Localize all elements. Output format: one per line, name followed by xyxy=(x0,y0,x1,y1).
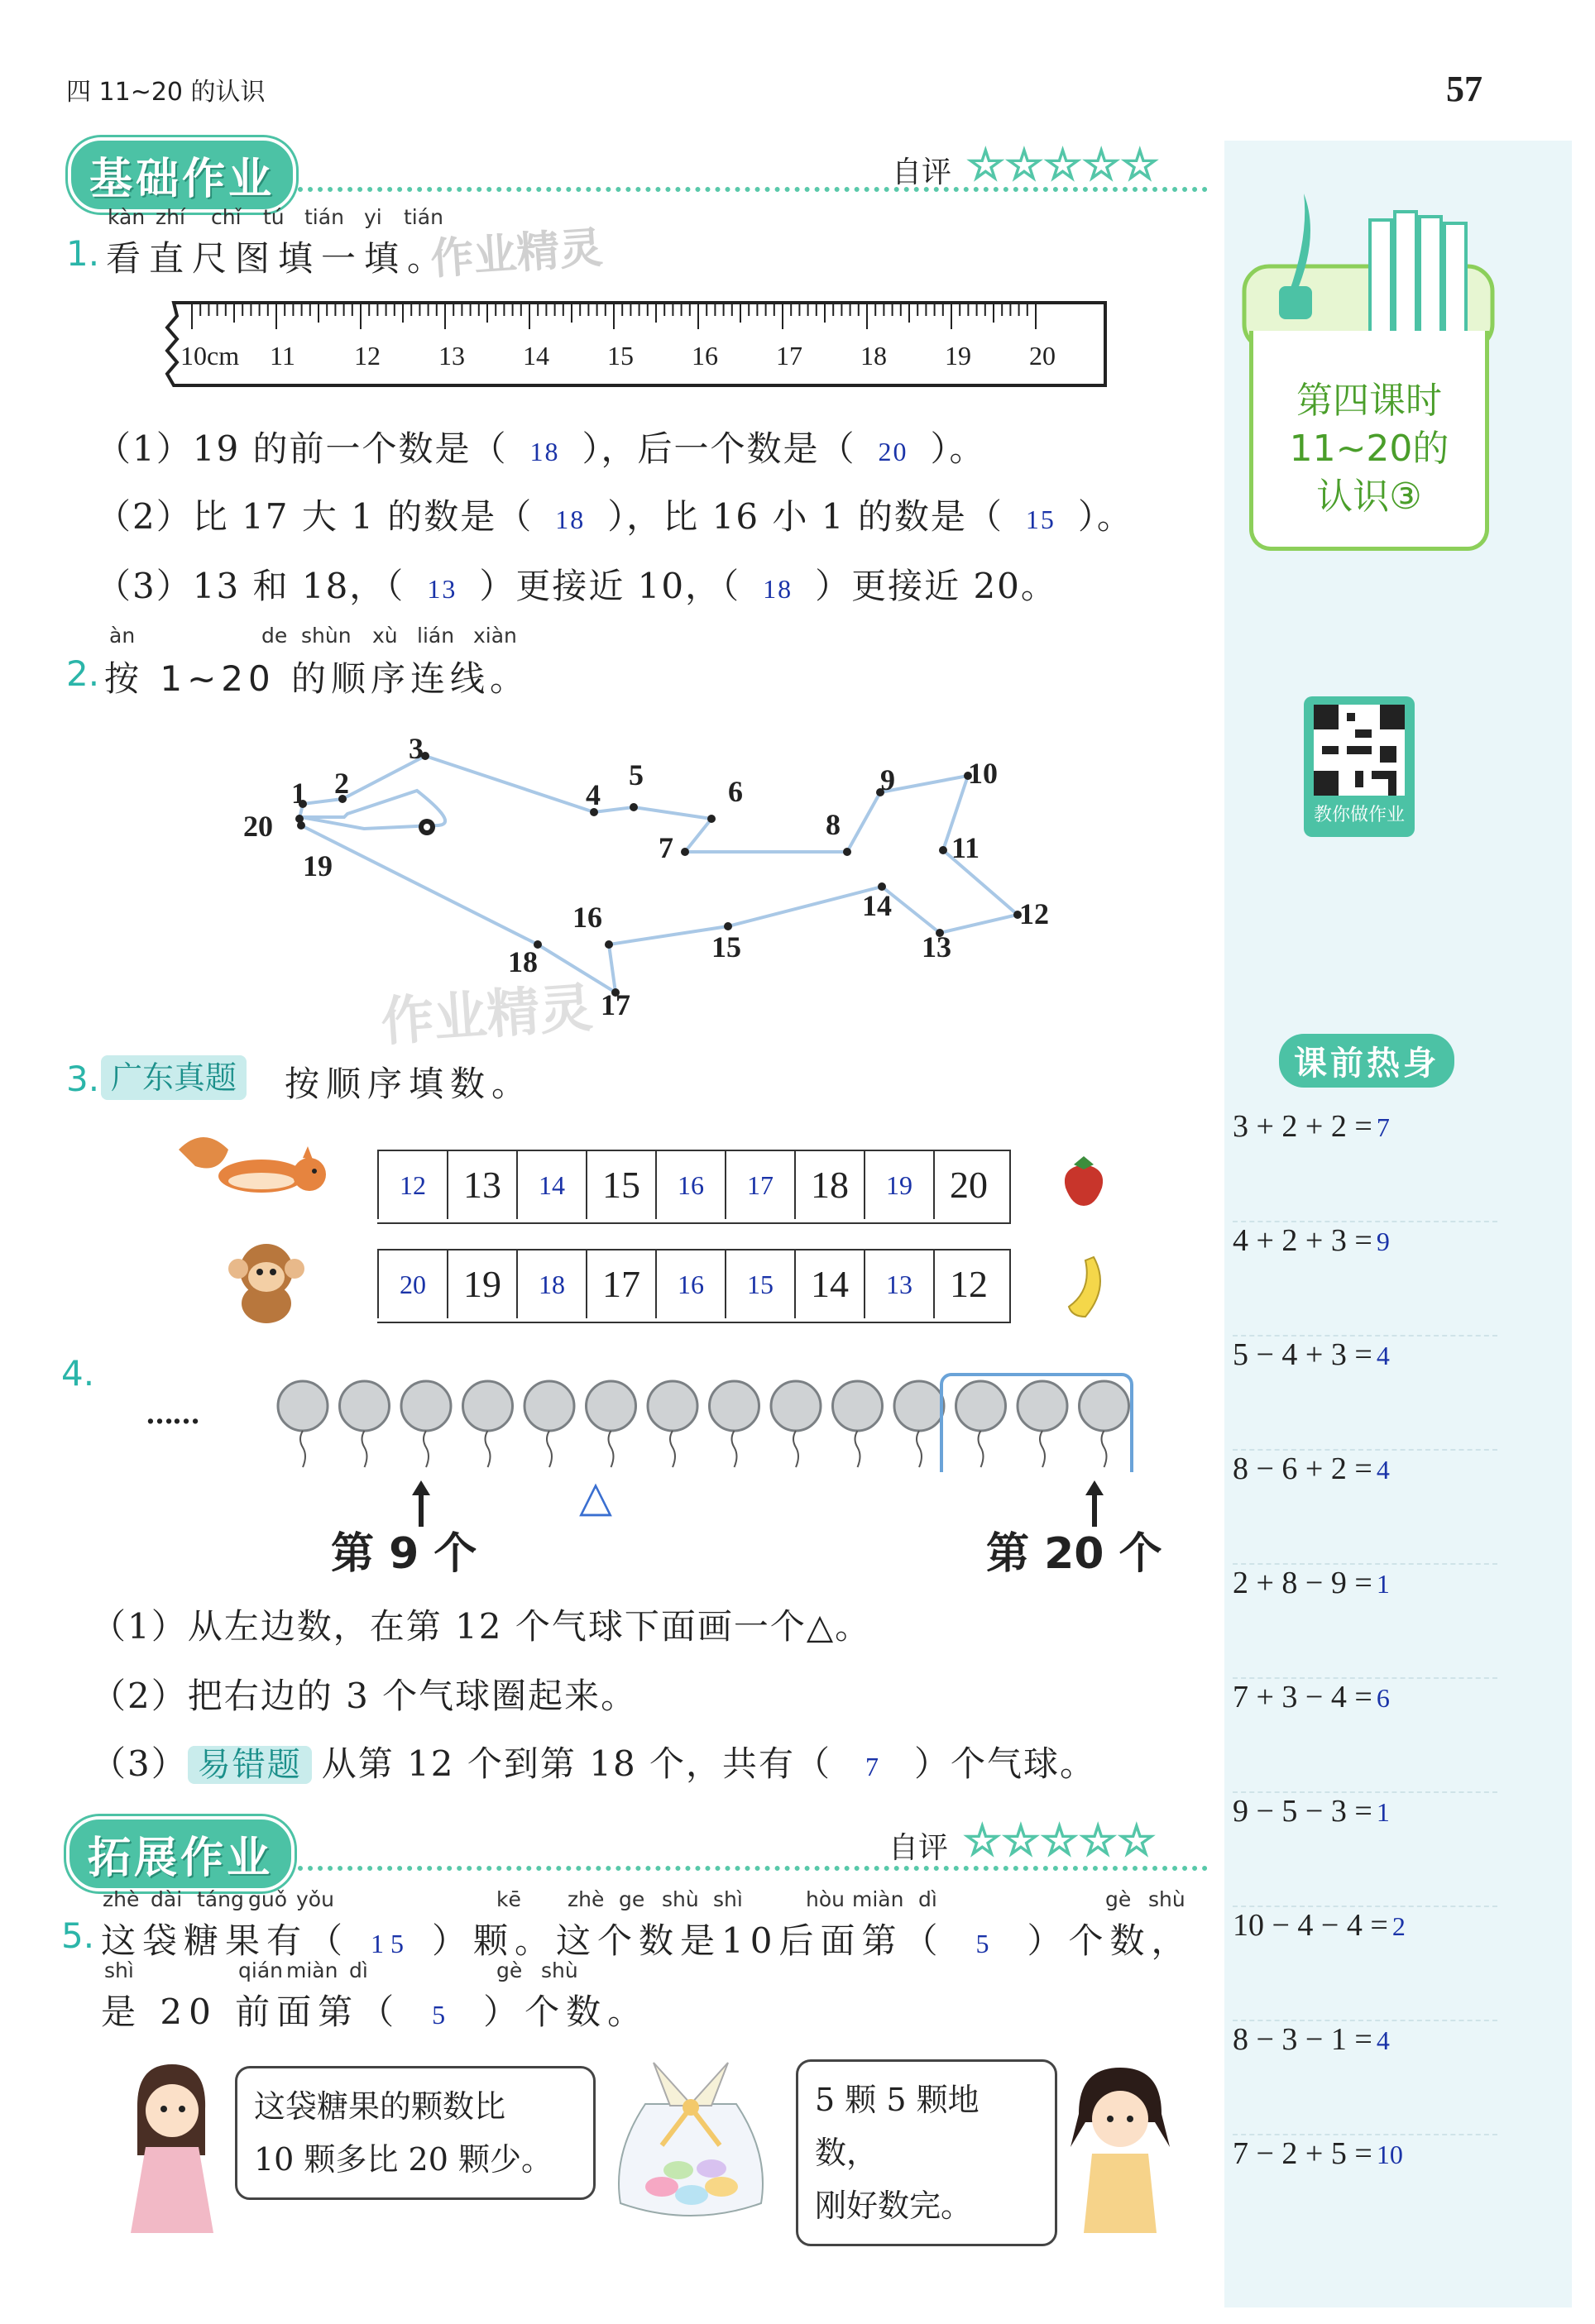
bubble-left-line-2: 10 颗多比 20 颗少。 xyxy=(254,2141,553,2178)
equation-answer[interactable]: 4 xyxy=(1376,2025,1390,2055)
basic-self-eval-label: 自评 xyxy=(892,155,952,189)
equation-row: 8 − 6 + 2 = 4 xyxy=(1233,1451,1497,1565)
number-cell[interactable]: 18 xyxy=(516,1250,586,1318)
equation-row: 4 + 2 + 3 = 9 xyxy=(1233,1222,1497,1337)
balloon xyxy=(771,1381,821,1431)
strawberry-icon xyxy=(1059,1155,1109,1209)
answer-value[interactable]: 13 xyxy=(427,574,457,604)
answer-value[interactable]: 15 xyxy=(1025,504,1056,534)
label-twentieth-balloon: 第 20 个 xyxy=(986,1529,1162,1579)
balloon-string xyxy=(732,1431,737,1467)
q5-number: 5. xyxy=(61,1915,95,1956)
q1-item-2: （2）比 17 大 1 的数是（ 18 ），比 16 小 1 的数是（ 15 ）。 xyxy=(96,496,1133,537)
whale-labels xyxy=(232,728,1092,1026)
qr-code-card[interactable] xyxy=(1304,696,1415,837)
dot-label: 4 xyxy=(586,778,601,811)
speech-bubble-left xyxy=(235,2066,596,2200)
speech-bubble-right xyxy=(796,2059,1057,2246)
balloon xyxy=(710,1381,759,1431)
bubble-left-line-1: 这袋糖果的颗数比 xyxy=(254,2088,506,2125)
number-cell: 18 xyxy=(794,1151,864,1219)
dot-label: 2 xyxy=(334,767,349,800)
number-cell: 17 xyxy=(586,1250,655,1318)
q3-source-tag: 广东真题 xyxy=(101,1055,247,1100)
q1-item-3: （3）13 和 18，（ 13 ）更接近 10，（ 18 ）更接近 20。 xyxy=(96,566,1057,606)
ruler-label: 14 xyxy=(523,341,549,371)
answer-value[interactable]: 20 xyxy=(878,437,908,466)
warmup-equations xyxy=(1233,1108,1497,2248)
number-cell[interactable]: 16 xyxy=(655,1250,725,1318)
balloon xyxy=(894,1381,944,1431)
dot-label: 10 xyxy=(968,757,998,790)
equation-answer[interactable]: 7 xyxy=(1376,1112,1390,1142)
equation-row: 8 − 3 − 1 = 4 xyxy=(1233,2021,1497,2135)
ruler-label: 11 xyxy=(270,341,295,371)
answer-value[interactable]: 18 xyxy=(763,574,793,604)
dot-label: 5 xyxy=(629,758,644,791)
equation-row: 7 − 2 + 5 = 10 xyxy=(1233,2136,1403,2171)
dot-label: 6 xyxy=(728,775,743,808)
equation-answer[interactable]: 2 xyxy=(1391,1911,1406,1941)
balloon-string xyxy=(979,1431,984,1467)
balloon xyxy=(524,1381,574,1431)
equation-row: 9 − 5 − 3 = 1 xyxy=(1233,1793,1497,1907)
balloon xyxy=(278,1381,328,1431)
dot-label: 18 xyxy=(508,945,538,978)
balloon-string xyxy=(424,1431,429,1467)
monkey-illustration xyxy=(220,1236,311,1327)
basic-homework-banner: 基础作业 xyxy=(68,137,296,213)
ruler-label: 17 xyxy=(776,341,802,371)
equation-answer[interactable]: 4 xyxy=(1376,1455,1390,1485)
ruler-label: 16 xyxy=(692,341,718,371)
balloon-string xyxy=(486,1431,491,1467)
page-number: 57 xyxy=(1446,69,1482,109)
equation-answer[interactable]: 1 xyxy=(1376,1797,1390,1827)
number-cell[interactable]: 17 xyxy=(725,1151,794,1219)
answer-value[interactable]: 18 xyxy=(529,437,560,466)
balloon xyxy=(401,1381,451,1431)
q1-title: 看直尺图填一填。 xyxy=(106,238,451,279)
ruler-label: 20 xyxy=(1029,341,1056,371)
watermark-mid: 作业精灵 xyxy=(379,978,595,1054)
ruler-labels xyxy=(180,341,1090,374)
extend-self-eval-label: 自评 xyxy=(889,1831,949,1865)
q4-ellipsis: …… xyxy=(146,1398,199,1431)
number-cell[interactable]: 16 xyxy=(655,1151,725,1219)
dot-label: 17 xyxy=(601,988,630,1021)
dot-label: 13 xyxy=(922,930,951,964)
dot-label: 3 xyxy=(409,732,424,765)
ruler-label: 18 xyxy=(860,341,887,371)
girl-right-illustration xyxy=(1059,2056,1183,2238)
lesson-line-1: 第四课时 xyxy=(1296,380,1442,422)
q1-number: 1. xyxy=(66,233,100,274)
extend-divider xyxy=(298,1866,1208,1871)
warmup-title: 课前热身 xyxy=(1279,1034,1454,1088)
balloon-string xyxy=(300,1431,305,1467)
number-cell: 14 xyxy=(794,1250,864,1318)
number-cell[interactable]: 20 xyxy=(377,1250,447,1318)
balloon-row xyxy=(273,1373,1142,1472)
equation-answer[interactable]: 9 xyxy=(1376,1227,1390,1256)
q5-line-2: 是 20 前面第（ 5 ）个数。 xyxy=(101,1992,649,2032)
lesson-line-2: 11~20的 xyxy=(1289,428,1449,470)
bubble-right-line-1: 5 颗 5 颗地数， xyxy=(815,2082,980,2171)
answer-value[interactable]: 18 xyxy=(555,504,586,534)
equation-answer[interactable]: 10 xyxy=(1376,2140,1403,2169)
balloon xyxy=(587,1381,636,1431)
balloon xyxy=(956,1381,1006,1431)
number-cell: 15 xyxy=(586,1151,655,1219)
balloon xyxy=(463,1381,513,1431)
dot-label: 11 xyxy=(951,831,980,864)
number-cell[interactable]: 13 xyxy=(864,1250,933,1318)
number-cell: 13 xyxy=(447,1151,516,1219)
basic-rating-stars[interactable]: ☆☆☆☆☆ xyxy=(966,141,1160,190)
balloon-string xyxy=(670,1431,675,1467)
balloon-string xyxy=(1040,1431,1045,1467)
equation-row: 5 − 4 + 3 = 4 xyxy=(1233,1337,1497,1451)
number-cell[interactable]: 14 xyxy=(516,1151,586,1219)
equation-row: 3 + 2 + 2 = 7 xyxy=(1233,1108,1497,1222)
q5-line-1: 这袋糖果有（ 15 ）颗。这个数是10后面第（ 5 ）个数， xyxy=(101,1920,1193,1961)
ruler-label: 10cm xyxy=(180,341,240,371)
q3-number: 3. xyxy=(66,1059,100,1099)
qr-caption: 教你做作业 xyxy=(1313,805,1405,825)
balloon-string xyxy=(793,1431,798,1467)
triangle-mark: △ xyxy=(579,1472,612,1522)
number-cell: 19 xyxy=(447,1250,516,1318)
balloon xyxy=(1080,1381,1129,1431)
equation-answer[interactable]: 6 xyxy=(1376,1683,1390,1713)
answer-value[interactable]: 5 xyxy=(432,2000,453,2030)
balloon xyxy=(340,1381,390,1431)
equation-row: 2 + 8 − 9 = 1 xyxy=(1233,1565,1497,1679)
extend-rating-stars[interactable]: ☆☆☆☆☆ xyxy=(963,1816,1157,1866)
dot-label: 9 xyxy=(880,763,895,796)
balloon-string xyxy=(855,1431,860,1467)
equation-answer[interactable]: 4 xyxy=(1376,1341,1390,1370)
q4-item-3: （3） 易错题 从第 12 个到第 18 个，共有（ 7 ）个气球。 xyxy=(91,1743,1097,1784)
lesson-line-3: 认识③ xyxy=(1316,476,1422,518)
answer-value[interactable]: 5 xyxy=(975,1929,996,1958)
balloon xyxy=(833,1381,883,1431)
dot-label: 12 xyxy=(1019,897,1049,930)
balloon-string xyxy=(547,1431,552,1467)
bubble-right-line-2: 刚好数完。 xyxy=(815,2188,973,2224)
q2-title: 按 1~20 的顺序连线。 xyxy=(104,658,530,699)
number-cell[interactable]: 15 xyxy=(725,1250,794,1318)
ruler-label: 12 xyxy=(354,341,381,371)
extend-homework-banner: 拓展作业 xyxy=(66,1816,295,1891)
watermark-top: 作业精灵 xyxy=(429,222,605,285)
banana-icon xyxy=(1061,1254,1114,1320)
number-row-ascending xyxy=(377,1150,1011,1224)
dot-label: 14 xyxy=(862,889,892,922)
q1-item-1: （1）19 的前一个数是（ 18 ），后一个数是（ 20 ）。 xyxy=(96,428,986,469)
q4-item-2: （2）把右边的 3 个气球圈起来。 xyxy=(91,1676,638,1716)
answer-value[interactable]: 15 xyxy=(371,1929,411,1958)
dot-label: 15 xyxy=(711,930,741,964)
q4-item-1: （1）从左边数，在第 12 个气球下面画一个△。 xyxy=(91,1606,872,1647)
equation-row: 10 − 4 − 4 = 2 xyxy=(1233,1907,1497,2021)
dot-label: 1 xyxy=(291,777,306,810)
q2-number: 2. xyxy=(66,653,100,694)
ruler-label: 13 xyxy=(438,341,465,371)
q3-title: 按顺序填数。 xyxy=(285,1064,534,1104)
dot-label: 19 xyxy=(303,849,333,882)
number-cell: 20 xyxy=(933,1151,1003,1219)
balloon-string xyxy=(917,1431,922,1467)
balloon xyxy=(648,1381,697,1431)
dot-label: 16 xyxy=(572,901,602,934)
ruler-label: 15 xyxy=(607,341,634,371)
label-ninth-balloon: 第 9 个 xyxy=(331,1529,477,1579)
balloon-string xyxy=(362,1431,367,1467)
dot-label: 20 xyxy=(243,810,273,843)
balloon-string xyxy=(1102,1431,1107,1467)
qr-code-icon xyxy=(1314,705,1405,796)
girl-left-illustration xyxy=(113,2056,228,2238)
squirrel-illustration xyxy=(170,1125,336,1207)
ruler-label: 19 xyxy=(945,341,971,371)
lesson-card xyxy=(1249,331,1489,551)
quill-books-icon xyxy=(1238,187,1502,352)
candy-bag-illustration xyxy=(596,2046,786,2228)
balloon xyxy=(1018,1381,1067,1431)
number-row-descending xyxy=(377,1249,1011,1323)
dot-label: 8 xyxy=(826,808,841,841)
dot-label: 7 xyxy=(659,831,673,864)
number-cell[interactable]: 19 xyxy=(864,1151,933,1219)
equation-row: 7 + 3 − 4 = 6 xyxy=(1233,1679,1497,1793)
error-prone-tag: 易错题 xyxy=(188,1746,312,1784)
answer-value[interactable]: 7 xyxy=(865,1752,881,1781)
number-cell: 12 xyxy=(933,1250,1003,1318)
number-cell[interactable]: 12 xyxy=(377,1151,447,1219)
chapter-header: 四 11~20 的认识 xyxy=(66,78,266,107)
q4-number: 4. xyxy=(61,1353,95,1394)
balloon-string xyxy=(609,1431,614,1467)
equation-answer[interactable]: 1 xyxy=(1376,1569,1390,1599)
